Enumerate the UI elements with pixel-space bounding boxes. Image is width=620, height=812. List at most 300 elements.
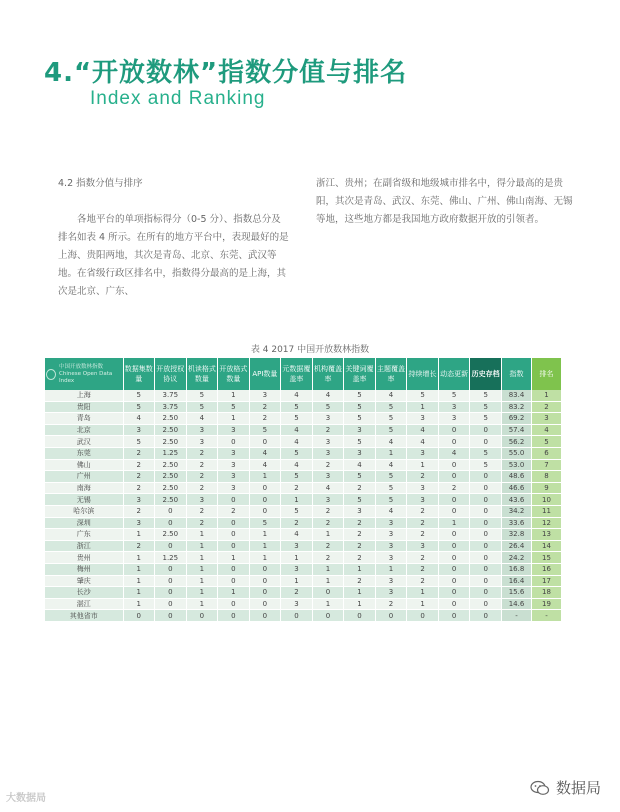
table-cell: 4	[186, 413, 218, 425]
table-row	[45, 424, 562, 436]
table-cell: 1	[186, 575, 218, 587]
logo-text-zh: 中国开放数林指数	[59, 363, 104, 370]
table-cell: 2	[532, 401, 562, 413]
table-cell: 1	[123, 598, 155, 610]
table-cell: 57.4	[502, 424, 532, 436]
table-cell: -	[502, 610, 532, 622]
table-cell: 0	[218, 563, 250, 575]
table-cell: 2	[407, 552, 439, 564]
table-cell: 5	[375, 413, 407, 425]
table-cell: 4	[532, 424, 562, 436]
table-cell: 0	[155, 517, 187, 529]
table-cell: 0	[218, 598, 250, 610]
table-cell: 2	[186, 482, 218, 494]
table-cell: 5	[344, 401, 376, 413]
watermark-right-text: 数据局	[556, 779, 602, 797]
table-cell: 0	[249, 575, 281, 587]
region-cell: 无锡	[45, 494, 123, 506]
table-cell: 0	[155, 563, 187, 575]
table-cell: 1	[186, 529, 218, 541]
table-cell: 0	[438, 505, 470, 517]
table-cell: 1	[218, 413, 250, 425]
table-cell: 5	[249, 424, 281, 436]
table-cell: 9	[532, 482, 562, 494]
table-cell: 3	[312, 471, 344, 483]
region-cell: 广州	[45, 471, 123, 483]
table-cell: 0	[470, 436, 502, 448]
table-cell: 3	[218, 471, 250, 483]
table-cell: 3	[407, 540, 439, 552]
table-cell: 0	[375, 610, 407, 622]
watermark-right	[530, 777, 601, 798]
table-cell: 5	[470, 401, 502, 413]
table-cell: 0	[249, 587, 281, 599]
table-cell: 2	[375, 598, 407, 610]
table-cell: 1	[218, 390, 250, 401]
table-cell: 2	[344, 529, 376, 541]
table-cell: 1	[249, 471, 281, 483]
paragraph-left: 各地平台的单项指标得分（0-5 分）、指数总分及排名如表 4 所示。在所有的地方平台中，表现最好的是上海、贵阳两地，其次是青岛、北京、东莞、武汉等地。在省级行政区排名中，指数得分最高的是上海，其次是北京、广东、	[58, 214, 289, 297]
table-cell: 55.0	[502, 447, 532, 459]
table-cell: 13	[532, 529, 562, 541]
table-cell: 0	[218, 494, 250, 506]
table-cell: 0	[438, 494, 470, 506]
table-cell: 0	[344, 610, 376, 622]
table-cell: 2	[344, 552, 376, 564]
table-cell: 4	[281, 529, 313, 541]
table-cell: 2.50	[155, 424, 187, 436]
table-cell: 5	[375, 471, 407, 483]
table-cell: 1	[407, 598, 439, 610]
table-cell: 0	[438, 610, 470, 622]
table-cell: 4	[438, 447, 470, 459]
table-cell: 2.50	[155, 436, 187, 448]
region-cell: 贵州	[45, 552, 123, 564]
table-cell: 5	[407, 390, 439, 401]
table-cell: 1	[312, 529, 344, 541]
region-cell: 深圳	[45, 517, 123, 529]
table-row	[45, 482, 562, 494]
table-cell: 2	[407, 529, 439, 541]
table-cell: 1	[186, 552, 218, 564]
table-cell: 4	[344, 459, 376, 471]
table-cell: 11	[532, 505, 562, 517]
table-cell: 1	[186, 540, 218, 552]
region-cell: 贵阳	[45, 401, 123, 413]
table-cell: 3	[532, 413, 562, 425]
table-cell: 2.50	[155, 494, 187, 506]
table-cell: 2.50	[155, 471, 187, 483]
column-header: 历史存档	[470, 358, 502, 390]
table-caption: 表 4 2017 中国开放数林指数	[250, 345, 370, 355]
wechat-icon	[530, 780, 550, 796]
table-cell: 17	[532, 575, 562, 587]
table-row	[45, 471, 562, 483]
table-cell: 5	[375, 482, 407, 494]
table-cell: 10	[532, 494, 562, 506]
table-cell: 0	[218, 540, 250, 552]
table-cell: 0	[249, 598, 281, 610]
table-cell: -	[532, 610, 562, 622]
table-cell: 3	[375, 529, 407, 541]
table-row	[45, 529, 562, 541]
region-cell: 哈尔滨	[45, 505, 123, 517]
table-cell: 53.0	[502, 459, 532, 471]
table-cell: 0	[470, 505, 502, 517]
table-cell: 3	[407, 482, 439, 494]
column-header: 机构覆盖率	[312, 358, 344, 390]
table-cell: 2	[312, 540, 344, 552]
table-cell: 0	[155, 587, 187, 599]
table-cell: 1	[249, 552, 281, 564]
table-cell: 0	[438, 563, 470, 575]
table-cell: 2	[218, 505, 250, 517]
region-cell: 肇庆	[45, 575, 123, 587]
column-header: 机读格式数量	[186, 358, 218, 390]
table-cell: 5	[344, 390, 376, 401]
table-cell: 2.50	[155, 413, 187, 425]
table-cell: 0	[249, 610, 281, 622]
table-cell: 0	[438, 436, 470, 448]
table-row	[45, 413, 562, 425]
table-cell: 0	[312, 587, 344, 599]
table-row	[45, 447, 562, 459]
table-cell: 2	[312, 459, 344, 471]
table-cell: 3	[407, 447, 439, 459]
table-cell: 0	[470, 563, 502, 575]
table-cell: 2	[344, 575, 376, 587]
table-row	[45, 505, 562, 517]
table-cell: 3	[123, 517, 155, 529]
table-cell: 1	[281, 552, 313, 564]
table-cell: 0	[470, 575, 502, 587]
table-cell: 1	[186, 563, 218, 575]
table-row	[45, 540, 562, 552]
table-cell: 1	[375, 563, 407, 575]
table-cell: 0	[438, 471, 470, 483]
index-logo-icon	[46, 369, 56, 380]
table-cell: 2	[123, 447, 155, 459]
table-cell: 3	[312, 436, 344, 448]
table-cell: 5	[281, 413, 313, 425]
region-cell: 青岛	[45, 413, 123, 425]
table-cell: 0	[470, 610, 502, 622]
table-cell: 3	[312, 413, 344, 425]
table-cell: 5	[123, 390, 155, 401]
column-header: 动态更新	[438, 358, 470, 390]
table-cell: 3	[186, 424, 218, 436]
table-cell: 5	[281, 471, 313, 483]
table-cell: 4	[375, 390, 407, 401]
table-cell: 3	[281, 540, 313, 552]
region-cell: 其他省市	[45, 610, 123, 622]
table-cell: 4	[375, 505, 407, 517]
table-cell: 2	[123, 482, 155, 494]
table-cell: 3	[438, 413, 470, 425]
table-cell: 2	[407, 575, 439, 587]
table-cell: 2	[344, 517, 376, 529]
table-cell: 16.8	[502, 563, 532, 575]
section-heading: 4.2 指数分值与排序	[58, 178, 143, 189]
table-cell: 2	[407, 563, 439, 575]
table-cell: 0	[470, 529, 502, 541]
table-cell: 2	[281, 587, 313, 599]
table-cell: 5	[375, 424, 407, 436]
table-cell: 2.50	[155, 459, 187, 471]
table-cell: 5	[281, 505, 313, 517]
table-cell: 2	[186, 447, 218, 459]
table-cell: 5	[123, 436, 155, 448]
table-cell: 2.50	[155, 482, 187, 494]
table-cell: 5	[375, 401, 407, 413]
table-cell: 4	[312, 390, 344, 401]
table-cell: 4	[123, 413, 155, 425]
table-cell: 3	[375, 575, 407, 587]
table-cell: 1	[123, 552, 155, 564]
region-cell: 北京	[45, 424, 123, 436]
table-cell: 3	[312, 494, 344, 506]
table-cell: 4	[249, 447, 281, 459]
table-cell: 2	[312, 424, 344, 436]
table-cell: 4	[281, 390, 313, 401]
table-cell: 2	[123, 459, 155, 471]
table-cell: 69.2	[502, 413, 532, 425]
table-cell: 1	[281, 575, 313, 587]
table-cell: 0	[186, 610, 218, 622]
region-cell: 武汉	[45, 436, 123, 448]
table-cell: 0	[249, 505, 281, 517]
table-cell: 5	[470, 390, 502, 401]
table-cell: 1	[344, 587, 376, 599]
table-row	[45, 575, 562, 587]
table-cell: 2	[344, 482, 376, 494]
table-cell: 33.6	[502, 517, 532, 529]
table-cell: 2	[407, 517, 439, 529]
table-cell: 1	[532, 390, 562, 401]
text-column-left	[58, 175, 290, 301]
table-cell: 32.8	[502, 529, 532, 541]
table-cell: 16	[532, 563, 562, 575]
table-cell: 0	[470, 517, 502, 529]
table-cell: 2	[281, 517, 313, 529]
table-cell: 2	[186, 517, 218, 529]
table-cell: 2	[123, 505, 155, 517]
region-cell: 湛江	[45, 598, 123, 610]
table-cell: 5	[186, 401, 218, 413]
table-cell: 5	[249, 517, 281, 529]
table-cell: 2	[407, 505, 439, 517]
table-cell: 43.6	[502, 494, 532, 506]
table-cell: 15	[532, 552, 562, 564]
table-cell: 3	[218, 459, 250, 471]
table-cell: 1	[375, 447, 407, 459]
table-row	[45, 563, 562, 575]
table-cell: 2.50	[155, 529, 187, 541]
table-row	[45, 610, 562, 622]
table-cell: 2	[249, 401, 281, 413]
region-cell: 南海	[45, 482, 123, 494]
table-row	[45, 390, 562, 401]
table-cell: 2	[407, 471, 439, 483]
table-cell: 1.25	[155, 552, 187, 564]
table-cell: 1	[249, 540, 281, 552]
table-cell: 0	[470, 552, 502, 564]
table-cell: 5	[186, 390, 218, 401]
logo-text-en: Chinese Open Data Index	[59, 370, 113, 384]
table-cell: 3	[375, 587, 407, 599]
column-header: 开放格式数量	[218, 358, 250, 390]
table-cell: 0	[470, 598, 502, 610]
table-cell: 0	[470, 540, 502, 552]
table-row	[45, 494, 562, 506]
column-header: 指数	[502, 358, 532, 390]
table-cell: 1	[123, 587, 155, 599]
table-cell: 5	[438, 390, 470, 401]
table-cell: 0	[218, 436, 250, 448]
table-cell: 5	[344, 494, 376, 506]
table-cell: 56.2	[502, 436, 532, 448]
table-cell: 1	[438, 517, 470, 529]
table-cell: 3	[438, 401, 470, 413]
table-cell: 2	[123, 540, 155, 552]
table-cell: 4	[375, 459, 407, 471]
table-cell: 5	[281, 447, 313, 459]
table-cell: 0	[218, 529, 250, 541]
table-cell: 83.2	[502, 401, 532, 413]
table-cell: 14.6	[502, 598, 532, 610]
table-cell: 3	[407, 494, 439, 506]
table-cell: 2	[344, 540, 376, 552]
column-header: 数据集数量	[123, 358, 155, 390]
table-row	[45, 598, 562, 610]
table-cell: 0	[281, 610, 313, 622]
table-cell: 5	[470, 447, 502, 459]
table-cell: 3	[344, 424, 376, 436]
column-header: API数量	[249, 358, 281, 390]
table-cell: 1.25	[155, 447, 187, 459]
table-cell: 4	[281, 424, 313, 436]
table-cell: 0	[407, 610, 439, 622]
table-cell: 0	[312, 610, 344, 622]
table-cell: 3	[186, 494, 218, 506]
table-cell: 3	[123, 424, 155, 436]
table-cell: 0	[438, 598, 470, 610]
table-cell: 5	[123, 401, 155, 413]
table-cell: 1	[218, 552, 250, 564]
table-cell: 3	[375, 552, 407, 564]
table-cell: 3	[218, 447, 250, 459]
region-cell: 上海	[45, 390, 123, 401]
table-row	[45, 459, 562, 471]
column-header: 排名	[532, 358, 562, 390]
table-cell: 1	[218, 587, 250, 599]
table-row	[45, 552, 562, 564]
region-cell: 广东	[45, 529, 123, 541]
table-cell: 4	[407, 436, 439, 448]
table-cell: 15.6	[502, 587, 532, 599]
table-cell: 0	[438, 540, 470, 552]
table-cell: 2	[249, 413, 281, 425]
table-cell: 0	[438, 552, 470, 564]
table-cell: 3	[123, 494, 155, 506]
table-cell: 0	[249, 436, 281, 448]
table-cell: 3	[281, 598, 313, 610]
table-cell: 5	[532, 436, 562, 448]
table-cell: 1	[312, 598, 344, 610]
table-cell: 0	[470, 471, 502, 483]
table-cell: 2	[186, 471, 218, 483]
table-cell: 3	[218, 424, 250, 436]
table-cell: 3	[218, 482, 250, 494]
table-row	[45, 517, 562, 529]
table-row	[45, 587, 562, 599]
table-cell: 0	[470, 494, 502, 506]
table-cell: 4	[407, 424, 439, 436]
table-cell: 6	[532, 447, 562, 459]
table-cell: 3	[312, 447, 344, 459]
table-cell: 3.75	[155, 401, 187, 413]
table-cell: 1	[312, 563, 344, 575]
table-cell: 34.2	[502, 505, 532, 517]
table-cell: 1	[123, 563, 155, 575]
table-cell: 4	[312, 482, 344, 494]
table-cell: 2	[312, 552, 344, 564]
table-cell: 0	[470, 482, 502, 494]
table-cell: 0	[218, 575, 250, 587]
paragraph-right: 浙江、贵州；在副省级和地级城市排名中，得分最高的是贵阳，其次是青岛、武汉、东莞、佛山、广州、佛山南海、无锡等地，这些地方都是我国地方政府数据开放的引领者。	[316, 178, 573, 225]
table-cell: 16.4	[502, 575, 532, 587]
table-cell: 0	[155, 540, 187, 552]
table-cell: 5	[344, 436, 376, 448]
table-row	[45, 401, 562, 413]
table-cell: 2	[312, 517, 344, 529]
table-cell: 2	[186, 459, 218, 471]
page-subtitle: Index and Ranking	[90, 88, 266, 109]
table-cell: 1	[186, 587, 218, 599]
table-cell: 1	[123, 529, 155, 541]
table-cell: 0	[438, 424, 470, 436]
table-cell: 5	[344, 413, 376, 425]
table-cell: 4	[249, 459, 281, 471]
table-cell: 19	[532, 598, 562, 610]
table-cell: 1	[344, 598, 376, 610]
column-header: 元数据覆盖率	[281, 358, 313, 390]
table-cell: 12	[532, 517, 562, 529]
table-cell: 5	[470, 413, 502, 425]
table-cell: 1	[407, 587, 439, 599]
table-cell: 3	[281, 563, 313, 575]
table-cell: 1	[407, 459, 439, 471]
table-cell: 5	[344, 471, 376, 483]
table-cell: 3	[344, 505, 376, 517]
table-cell: 46.6	[502, 482, 532, 494]
ranking-table	[45, 358, 562, 622]
region-cell: 浙江	[45, 540, 123, 552]
table-cell: 0	[249, 563, 281, 575]
region-cell: 佛山	[45, 459, 123, 471]
table-cell: 0	[155, 598, 187, 610]
table-cell: 1	[123, 575, 155, 587]
table-row	[45, 436, 562, 448]
watermark-left: 大数据局	[6, 793, 46, 804]
page-title: 4.“开放数林”指数分值与排名	[44, 58, 408, 88]
table-cell: 0	[470, 424, 502, 436]
table-cell: 0	[438, 459, 470, 471]
region-cell: 长沙	[45, 587, 123, 599]
table-cell: 1	[281, 494, 313, 506]
table-cell: 5	[375, 494, 407, 506]
table-cell: 1	[249, 529, 281, 541]
